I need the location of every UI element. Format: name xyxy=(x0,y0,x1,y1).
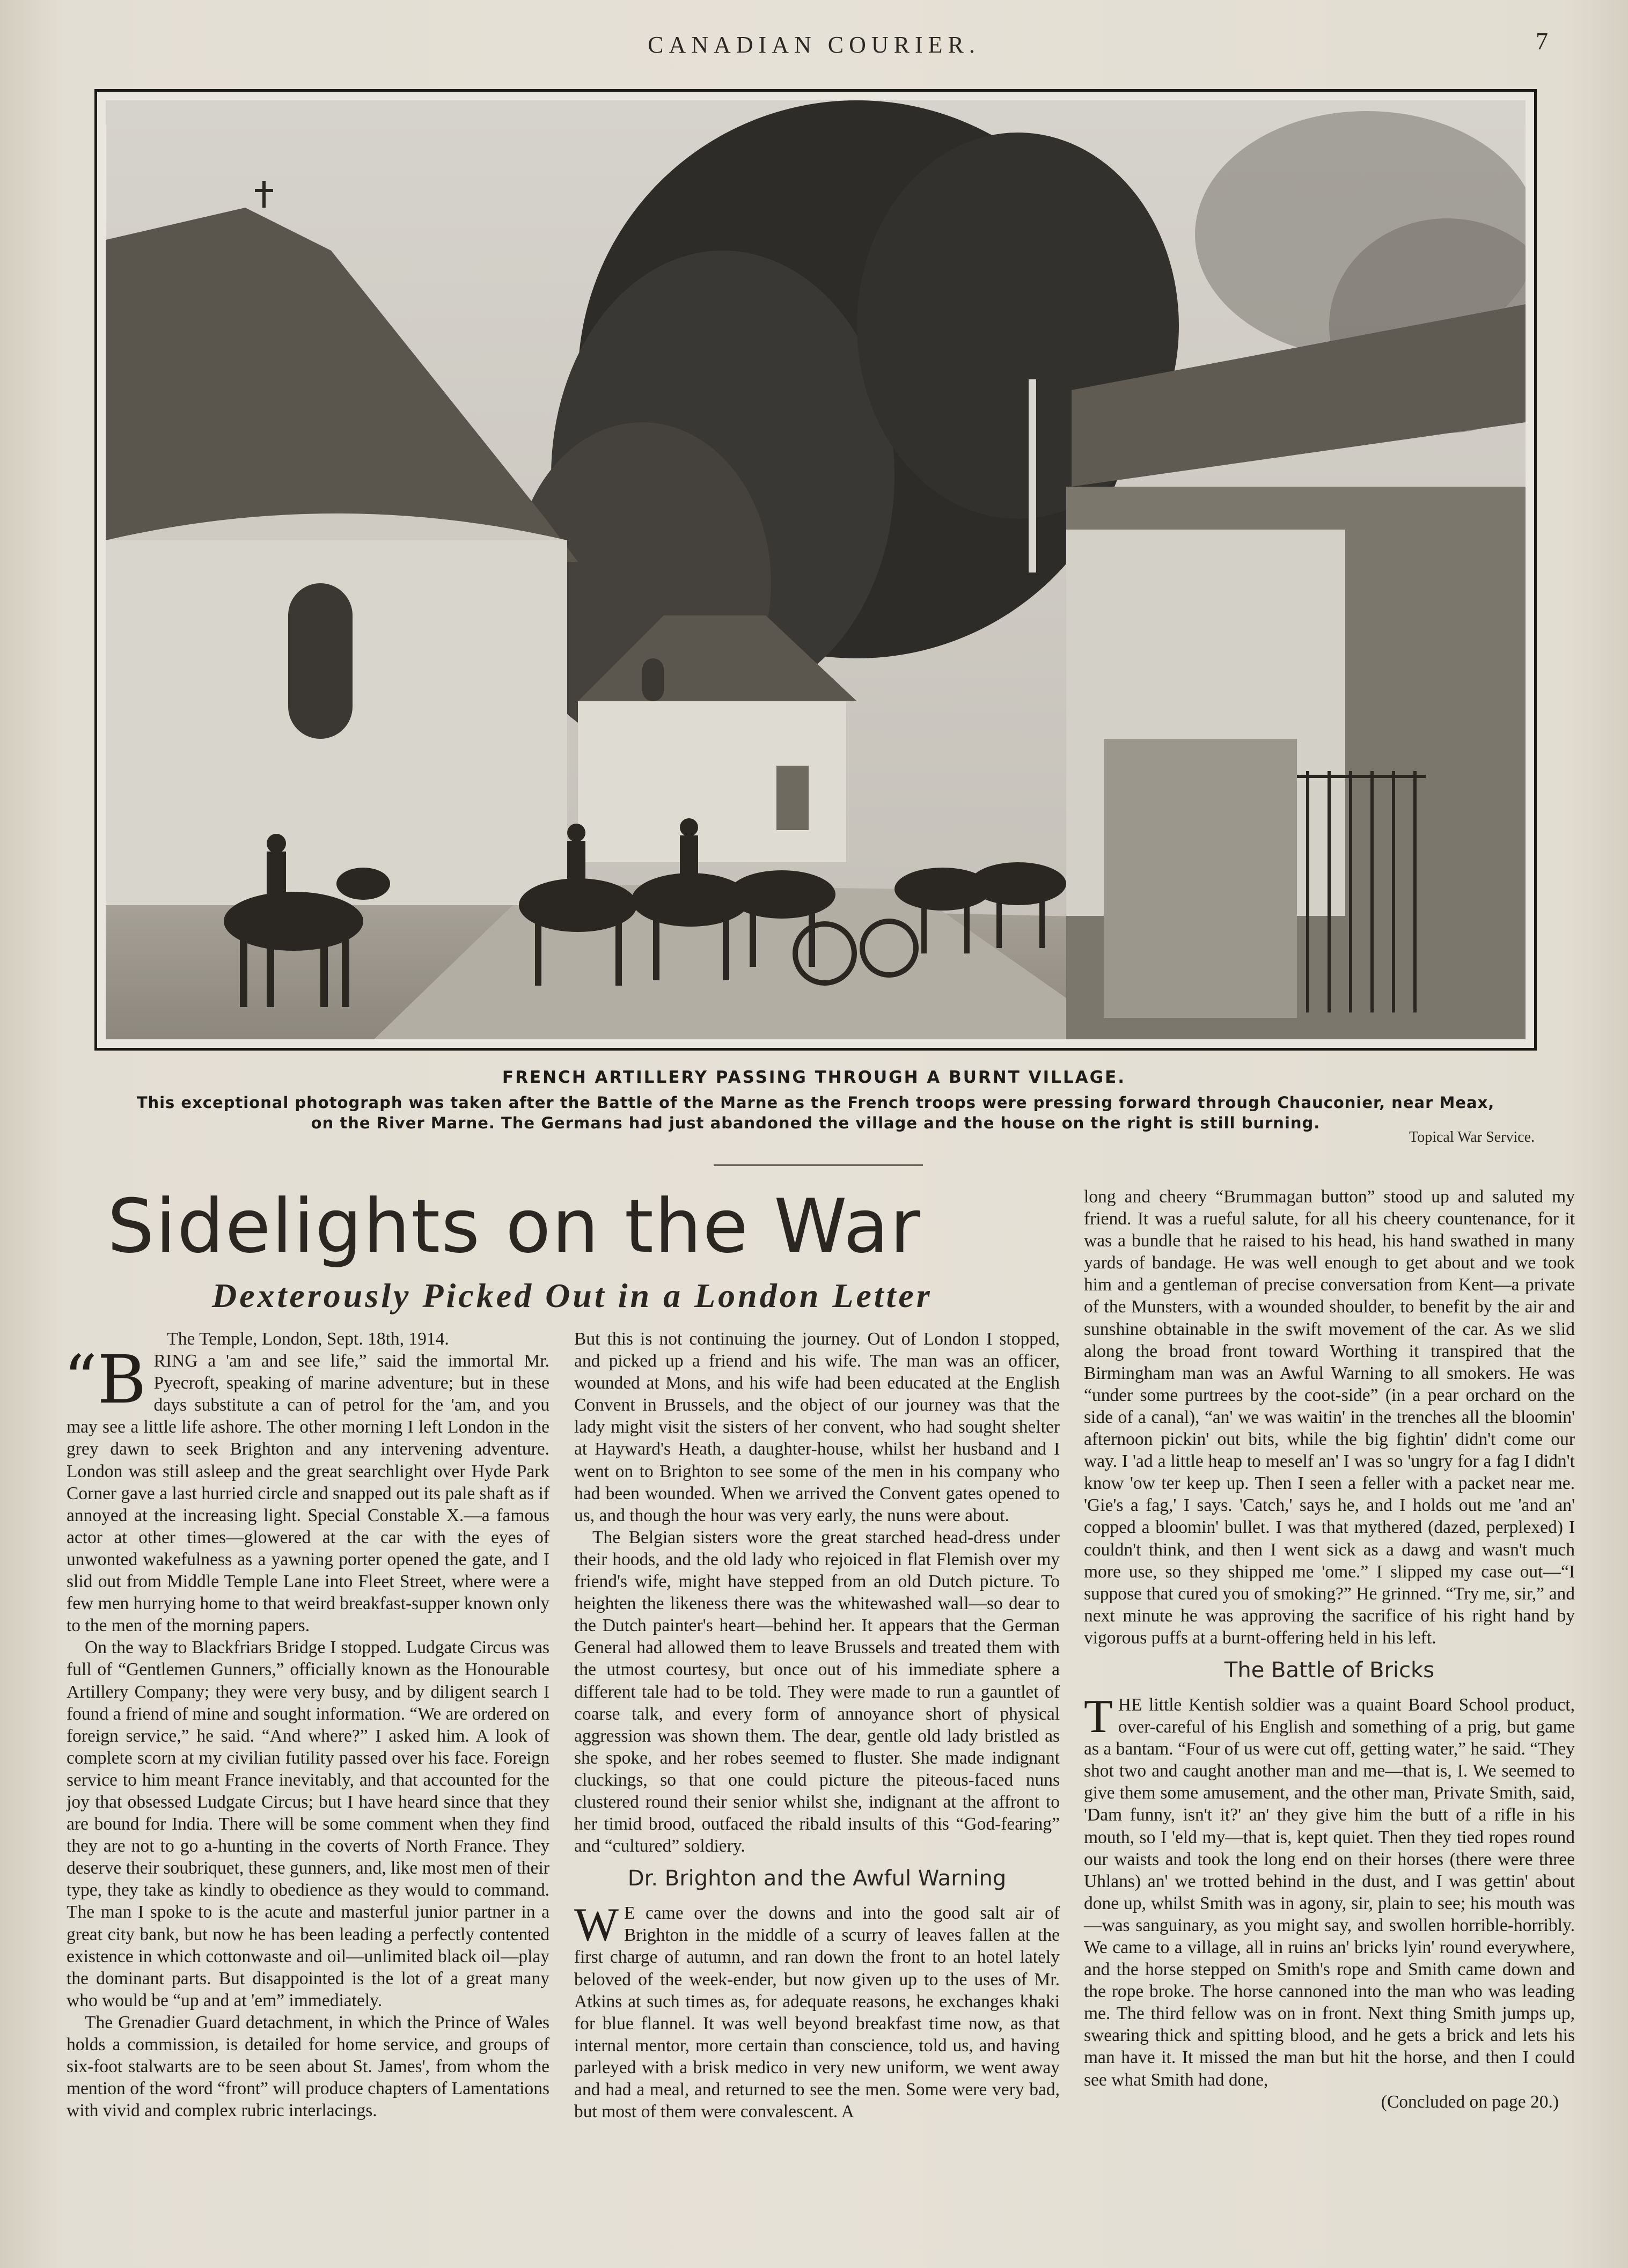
paragraph xyxy=(574,1899,1060,2123)
paragraph xyxy=(63,1341,549,1636)
section-heading: Dr. Brighton and the Awful Warning xyxy=(627,1866,1007,1891)
photo-credit: Topical War Service. xyxy=(1409,1129,1535,1146)
dateline: The Temple, London, Sept. 18th, 1914. xyxy=(167,1329,449,1349)
drop-cap: W xyxy=(574,1899,619,1951)
paragraph: The Grenadier Guard detachment, in which the Prince of Wales holds a commission, is detailed for home service, and groups of six-foot stalwarts are to be seen about St. James', from whom the mention of the word “front” will produce chapters of Lamentations with vivid and complex rubric interlacings. xyxy=(67,2012,549,2121)
paragraph-text: RING a 'am and see life,” said the immortal Mr. Pyecroft, speaking of marine adventure; but in these days substitute a can of petrol for the 'am, and you may see a little life ashore. The other morning I left London in the grey dawn to seek Brighton and any intervening adventure. London was still asleep and the great searchlight over Hyde Park Corner gave a last hurried circle and snapped out its pale shaft as if annoyed at the increasing light. Special Constable X.—a famous actor at other times—glowered at the car with the eyes of unwonted wakefulness as a yawning porter opened the gate, and I slid out from Middle Temple Lane into Fleet Street, where were a few men hurrying home to that weird breakfast-supper known only to the men of the morning papers. xyxy=(67,1351,549,1636)
photo-illustration xyxy=(106,100,1526,1039)
photo-caption-body: This exceptional photograph was taken after the Battle of the Marne as the French troops were pressing forward through Chauconier, near Meax, on the River Marne. The Germans had just abandoned the village and the house on the right is still burning. xyxy=(136,1093,1495,1132)
paragraph xyxy=(1084,1690,1575,2091)
drop-cap: “B xyxy=(63,1341,146,1419)
article-column-2 xyxy=(574,1328,1060,2123)
paragraph: long and cheery “Brummagan button” stood up and saluted my friend. It was a rueful salute, for all his cheery countenance, for it was a bundle that he raised to his head, his hand swathed in many yards of bandage. He was well enough to get about and we took him and a gentleman of precise conversation from Kent—a private of the Munsters, with a wounded shoulder, to benefit by the air and sunshine obtainable in the swift movement of the car. As we slid along the broad front toward Worthing it transpired that the Birmingham man was an Awful Warning to all smokers. He was “under some purtrees by the coot-side” (in a pear orchard on the side of a canal), “an' we was waitin' in the trenches all the bloomin' afternoon pickin' out bits, while the big fightin' didn't come our way. I 'ad a little heap to meself an' I was so 'ungry for a fag I didn't know 'ow ter keep up. Then I seen a feller with a packet near me. 'Gie's a fag,' I says. 'Catch,' says he, and I holds out me 'and an' copped a bloomin' bullet. I was that mythered (dazed, perplexed) I couldn't think, and then I went sick as a dawg and wasn't much more use, so they shipped me 'ome.” I slipped my case out—“I suppose that cured you of smoking?” He grinned. “Try me, sir,” and next minute he was approving the sacrifice of his right hand by vigorous puffs at a burnt-offering held in his left. xyxy=(1084,1187,1575,1648)
divider-rule xyxy=(714,1164,923,1166)
section-heading: The Battle of Bricks xyxy=(1224,1657,1435,1683)
paragraph: But this is not continuing the journey. Out of London I stopped, and picked up a friend and his wife. The man was an officer, wounded at Mons, and his wife had been educated at the English Convent in Brussels, and the object of our journey was that the lady might visit the sisters of her convent, who had sought shelter at Hayward's Heath, a daughter-house, whilst her husband and I went on to Brighton to see some of the men in his company who had been wounded. When we arrived the Convent gates opened to us, and though the hour was very early, the nuns were about. xyxy=(574,1329,1060,1525)
war-photograph xyxy=(106,100,1526,1039)
running-head: CANADIAN COURIER. xyxy=(648,32,980,58)
article-title: Sidelights on the War xyxy=(107,1183,922,1269)
paragraph-text: E came over the downs and into the good salt air of Brighton in the middle of a scurry of leaves fallen at the first charge of autumn, and ran down the front to an hotel lately beloved of the week-ender, but now given up to the uses of Mr. Atkins at such times as, for adequate reasons, he exchanges khaki for blue flannel. It was well beyond breakfast time now, as that internal mentor, more certain than conscience, told us, and having parleyed with a brisk medico in very new uniform, we went away and had a meal, and returned to see the men. Some were very bad, but most of them were convalescent. A xyxy=(574,1903,1060,2122)
drop-cap: T xyxy=(1084,1690,1113,1743)
page-number: 7 xyxy=(1536,27,1548,55)
photo-caption-title: FRENCH ARTILLERY PASSING THROUGH A BURNT VILLAGE. xyxy=(502,1068,1126,1087)
paragraph: The Belgian sisters wore the great starched head-dress under their hoods, and the old lady who rejoiced in flat Flemish over my friend's wife, might have stepped from an old Dutch picture. To heighten the likeness there was the whitewashed wall—so dear to the Dutch painter's heart—behind her. It appears that the German General had allowed them to leave Brussels and treated them with the utmost courtesy, but once out of his immediate sphere a different tale had to be told. They were made to run a gauntlet of coarse talk, and every form of annoyance short of physical aggression was shown them. The dear, gentle old lady bristled as she spoke, and her robes seemed to fluster. She made indignant cluckings, so that one could picture the piteous-faced nuns clustered round their senior whilst she, indignant at the affront to her timid brood, outfaced the ribald insults of this “God-fearing” and “cultured” soldiery. xyxy=(574,1527,1060,1856)
article-column-3 xyxy=(1084,1186,1575,2113)
continuation-note: (Concluded on page 20.) xyxy=(1381,2091,1559,2112)
article-subtitle: Dexterously Picked Out in a London Letter xyxy=(212,1276,933,1315)
paragraph-text: HE little Kentish soldier was a quaint Board School product, over-careful of his English and something of a prig, but game as a bantam. “Four of us were cut off, getting water,” he said. “They shot two and caught another man and me—that is, I. We seemed to give them some amusement, and the other man, Private Smith, said, 'Dam funny, isn't it?' an' they give him the butt of a rifle in his mouth, so I 'eld my—that is, kept quiet. Then they tied ropes round our waists and took the long end on their horses (there were three Uhlans) an' we trotted behind in the dust, and I was gettin' about done up, whilst Smith was in agony, sir, plain to see; his mouth was—was sanguinary, as you might say, and swollen horrible-horribly. We came to a village, all in ruins an' bricks lyin' round everywhere, and the horse stepped on Smith's rope and Smith came down and the rope broke. The horse cannoned into the man who was leading me. The third fellow was on in front. Next thing Smith jumps up, swearing thick and spitting blood, and he gets a brick and lets his man have it. It missed the man but hit the horse, and then I could see what Smith had done, xyxy=(1084,1694,1575,2090)
article-column-1 xyxy=(63,1328,549,2122)
photo-frame xyxy=(94,89,1537,1051)
paragraph: On the way to Blackfriars Bridge I stopped. Ludgate Circus was full of “Gentlemen Gunners,” officially known as the Honourable Artillery Company; they were very busy, and by diligent search I found a friend of mine and sought information. “We are ordered on foreign service,” he said. “And where?” I asked him. A look of complete scorn at my civilian futility passed over his face. Foreign service to him meant France inevitably, and that accounted for the joy that obsessed Ludgate Circus; but I have heard since that they are bound for India. There will be some comment when they find they are not to go a-hunting in the coverts of North France. They deserve their soubriquet, these gunners, and, like most men of their type, they take as kindly to obedience as they would to command. The man I spoke to is the acute and masterful junior partner in a great city bank, but now he has been leading a perfectly contented existence in which cottonwaste and oil—unlimited black oil—play the dominant parts. But disappointed is the lot of a great many who would be “up and at 'em” immediately. xyxy=(67,1638,549,2010)
